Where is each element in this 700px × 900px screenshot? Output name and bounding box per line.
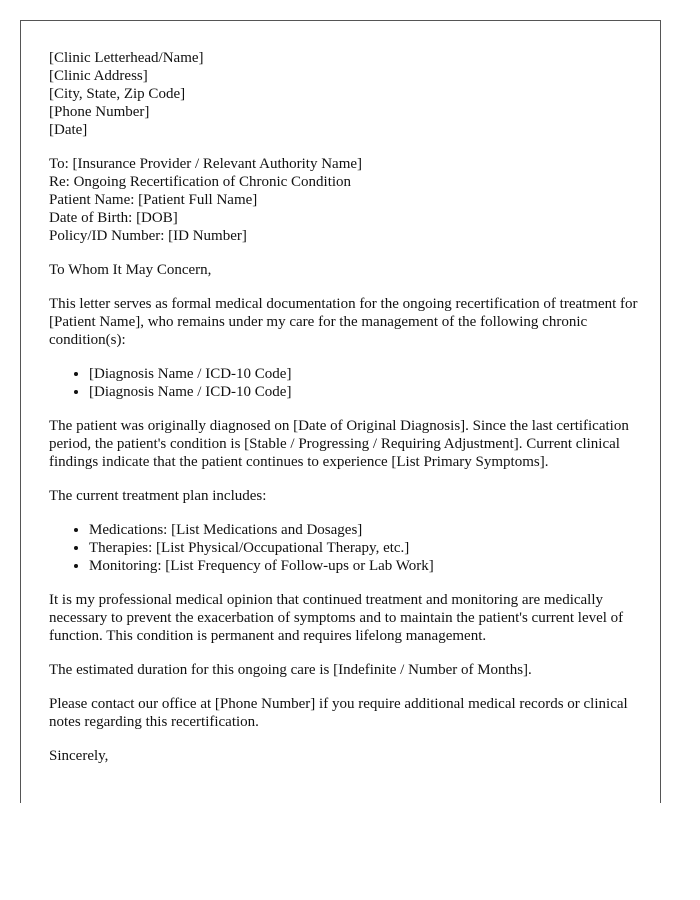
- list-item: • Medications: [List Medications and Dosages]: [89, 521, 640, 539]
- list-item: • Monitoring: [List Frequency of Follow-ups or Lab Work]: [89, 557, 640, 575]
- intro-paragraph: This letter serves as formal medical documentation for the ongoing recertification of treatment for [Patient Name], who remains under my care for the management of the following chronic condition(s):: [49, 296, 638, 348]
- letter-page: [20, 20, 661, 803]
- history-paragraph: The patient was originally diagnosed on [Date of Original Diagnosis]. Since the last certification period, the patient's condition is [Stable / Progressing / Requiring Adjustment]. Current clinical findings indicate that the patient continues to experience [List Primary Symptoms].: [49, 418, 629, 470]
- subject: Re: Ongoing Recertification of Chronic Condition: [49, 174, 352, 190]
- clinic-header: [49, 49, 640, 139]
- diagnosis-list: [49, 365, 640, 401]
- clinic-name: [Clinic Letterhead/Name]: [49, 50, 204, 66]
- opinion-paragraph: It is my professional medical opinion that continued treatment and monitoring are medically necessary to prevent the exacerbation of symptoms and to maintain the patient's current level of function. This condition is permanent and requires lifelong management.: [49, 592, 624, 644]
- letter-body: [21, 21, 660, 765]
- policy-id: Policy/ID Number: [ID Number]: [49, 228, 247, 244]
- clinic-address: [Clinic Address]: [49, 68, 148, 84]
- clinic-city: [City, State, Zip Code]: [49, 86, 186, 102]
- list-item: • Therapies: [List Physical/Occupational Therapy, etc.]: [89, 539, 640, 557]
- list-item: • [Diagnosis Name / ICD-10 Code]: [89, 383, 640, 401]
- duration-paragraph: The estimated duration for this ongoing care is [Indefinite / Number of Months].: [49, 662, 532, 678]
- salutation: To Whom It May Concern,: [49, 262, 212, 278]
- contact-paragraph: Please contact our office at [Phone Number] if you require additional medical records or clinical notes regarding this recertification.: [49, 696, 628, 730]
- plan-intro: The current treatment plan includes:: [49, 488, 267, 504]
- list-item: • [Diagnosis Name / ICD-10 Code]: [89, 365, 640, 383]
- clinic-phone: [Phone Number]: [49, 104, 150, 120]
- letter-date: [Date]: [49, 122, 88, 138]
- date-of-birth: Date of Birth: [DOB]: [49, 210, 178, 226]
- patient-name: Patient Name: [Patient Full Name]: [49, 192, 258, 208]
- treatment-plan-list: [49, 521, 640, 575]
- recipient-block: [49, 155, 640, 245]
- closing: Sincerely,: [49, 748, 109, 764]
- recipient: To: [Insurance Provider / Relevant Authority Name]: [49, 156, 363, 172]
